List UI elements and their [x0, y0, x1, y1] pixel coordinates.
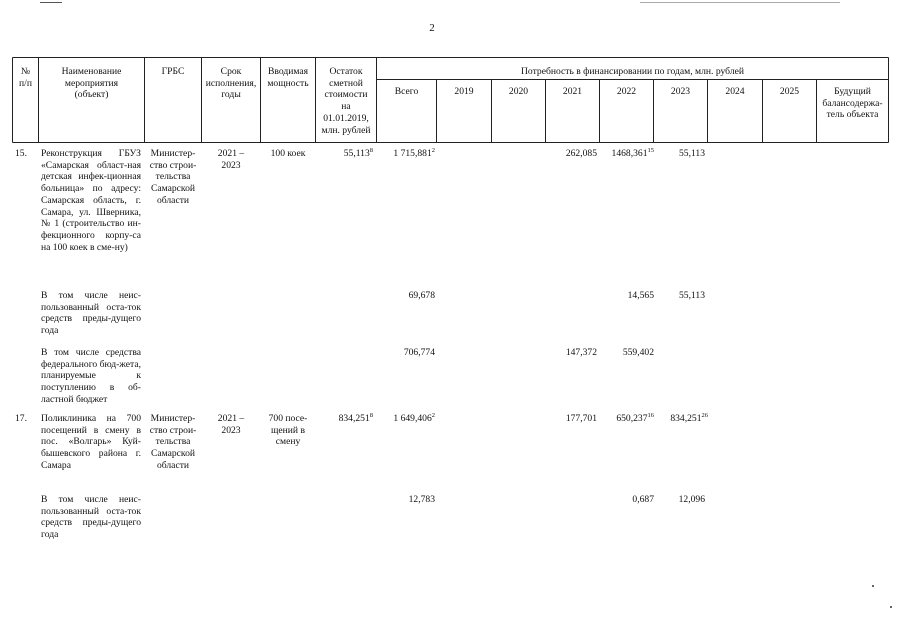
row-year-2022: 1468,361$^{15}$ — [611, 146, 654, 159]
row-total: 706,774 — [403, 347, 435, 358]
row-grbs: Министер-ство строи-тельства Самарской области — [149, 148, 197, 206]
header-name: Наименование мероприятия (объект) — [61, 66, 122, 101]
header-year-2020: 2020 — [508, 86, 529, 97]
header-capacity: Вводимая мощность — [267, 66, 309, 89]
row-term: 2021 – 2023 — [217, 148, 245, 171]
header-total: Всего — [394, 86, 419, 97]
header-year-2024: 2024 — [725, 86, 745, 97]
row-total: 1 649,406$^2$ — [393, 411, 435, 424]
header-num: № п/п — [19, 66, 32, 89]
header-remainder: Остаток сметной стоимости на 01.01.2019, млн. рублей — [321, 66, 371, 136]
row-num: 17. — [15, 413, 27, 424]
page-number: 2 — [429, 22, 435, 34]
row-name: Поликлиника на 700 посещений в смену в пос. «Волгарь» Куй-бышевского района г. Самара — [41, 413, 141, 471]
row-grbs: Министер-ство строи-тельства Самарской области — [149, 413, 197, 471]
row-num: 15. — [15, 148, 27, 159]
header-year-2021: 2021 — [562, 86, 583, 97]
row-term: 2021 – 2023 — [217, 413, 245, 436]
row-name: В том числе средства федерального бюд-жета, планируемые к поступлению в об-ластной бюджет — [41, 347, 141, 405]
row-total: 12,783 — [408, 494, 435, 505]
row-total: 69,678 — [408, 290, 435, 301]
row-year-2023: 55,113 — [678, 148, 705, 159]
row-year-2022: 14,565 — [627, 290, 654, 301]
row-year-2022: 650,237$^{16}$ — [616, 411, 654, 424]
row-total: 1 715,881$^2$ — [393, 146, 435, 159]
header-future-holder: Будущий балансодержа- тель объекта — [822, 86, 883, 121]
row-year-2021: 177,701 — [565, 413, 597, 424]
row-year-2021: 147,372 — [565, 347, 597, 358]
scan-speck — [872, 585, 874, 587]
header-year-2023: 2023 — [670, 86, 691, 97]
scan-artifact — [640, 2, 840, 3]
header-year-2025: 2025 — [779, 86, 800, 97]
row-name: В том числе неис-пользованный оста-ток средств преды-дущего года — [41, 494, 141, 541]
row-year-2021: 262,085 — [565, 148, 597, 159]
header-year-2019: 2019 — [454, 86, 474, 97]
header-year-2022: 2022 — [616, 86, 637, 97]
row-remainder: 55,113$^8$ — [343, 146, 373, 159]
row-year-2023: 12,096 — [678, 494, 705, 505]
scan-artifact — [40, 2, 62, 3]
header-term: Срок исполнения, годы — [205, 66, 257, 101]
scan-speck — [890, 606, 892, 608]
row-year-2022: 0,687 — [632, 494, 654, 505]
row-year-2023: 834,251$^{26}$ — [670, 411, 708, 424]
row-year-2022: 559,402 — [622, 347, 654, 358]
row-capacity: 100 коек — [270, 148, 306, 159]
row-remainder: 834,251$^8$ — [338, 411, 373, 424]
header-funding-group: Потребность в финансировании по годам, млн. рублей — [521, 66, 744, 77]
row-name: В том числе неис-пользованный оста-ток средств преды-дущего года — [41, 290, 141, 337]
header-grbs: ГРБС — [161, 66, 185, 77]
row-year-2023: 55,113 — [678, 290, 705, 301]
row-name: Реконструкция ГБУЗ «Самарская област-ная детская инфек-ционная больница» по адресу: Самарская область, г. Самара, ул. Шверника, № 1 (строительство ин-фекционного корпу-са на 100 коек в сме-ну) — [41, 148, 141, 253]
row-capacity: 700 посе-щений в смену — [268, 413, 308, 448]
